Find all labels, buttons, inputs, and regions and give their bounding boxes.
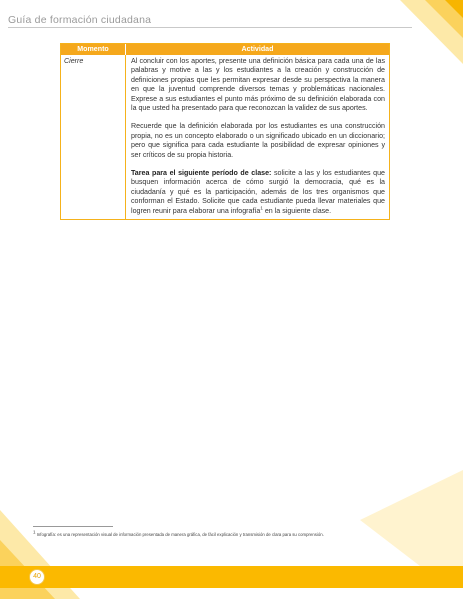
task-text-tail: en la siguiente clase. <box>262 206 332 215</box>
table-row <box>61 55 389 219</box>
activity-table <box>60 43 390 220</box>
footnote <box>33 529 433 538</box>
column-header-momento: Momento <box>61 44 126 55</box>
footnote-mark: 1 <box>33 529 36 535</box>
moment-cell: Cierre <box>61 55 126 219</box>
activity-paragraph-2: Recuerde que la definición elaborada por los estudiantes es una construcción propia, no es un concepto elaborado o un significado ubicado en un diccionario; pero que significa para cada estudiante la posibilidad de expresar opiniones y ser críticos de su propia historia. <box>131 122 385 159</box>
footnote-text: Infografía: es una representación visual de información presentada de manera gráfica, de fácil explicación y transmisión de clara para su comprensión. <box>35 532 324 537</box>
task-heading: Tarea para el siguiente período de clase: <box>131 169 272 178</box>
header-divider <box>8 27 412 28</box>
header-title: Guía de formación ciudadana <box>8 14 152 26</box>
activity-paragraph-3 <box>131 169 385 216</box>
page-number: 40 <box>29 569 45 585</box>
activity-cell <box>126 55 389 219</box>
column-header-actividad: Actividad <box>241 45 274 53</box>
footnote-reference: 1 <box>260 205 263 211</box>
table-header-row <box>61 44 389 55</box>
footnote-divider <box>33 526 113 527</box>
activity-paragraph-1: Al concluir con los aportes, presente una definición básica para cada una de las palabras y motive a las y los estudiantes a la creación y construcción de definiciones propias que les permitan expresar desde su perspectiva la manera en que la juventud comprende diversos temas y problemáticas nacionales. Exprese a sus estudiantes el punto más próximo de su definición elaborada con la que usted ha presentado para que reconozcan la validez de sus aportes. <box>131 57 385 113</box>
footer-band <box>0 566 463 588</box>
task-text: solicite a las y los estudiantes que busquen información acerca de cómo surgió la democracia, qué es la ciudadanía y qué es la participación, además de los tres organismos que conforman el Estado. Solicite que cada estudiante pueda llevar materiales que logren reunir para elaborar una infografía <box>131 169 385 215</box>
